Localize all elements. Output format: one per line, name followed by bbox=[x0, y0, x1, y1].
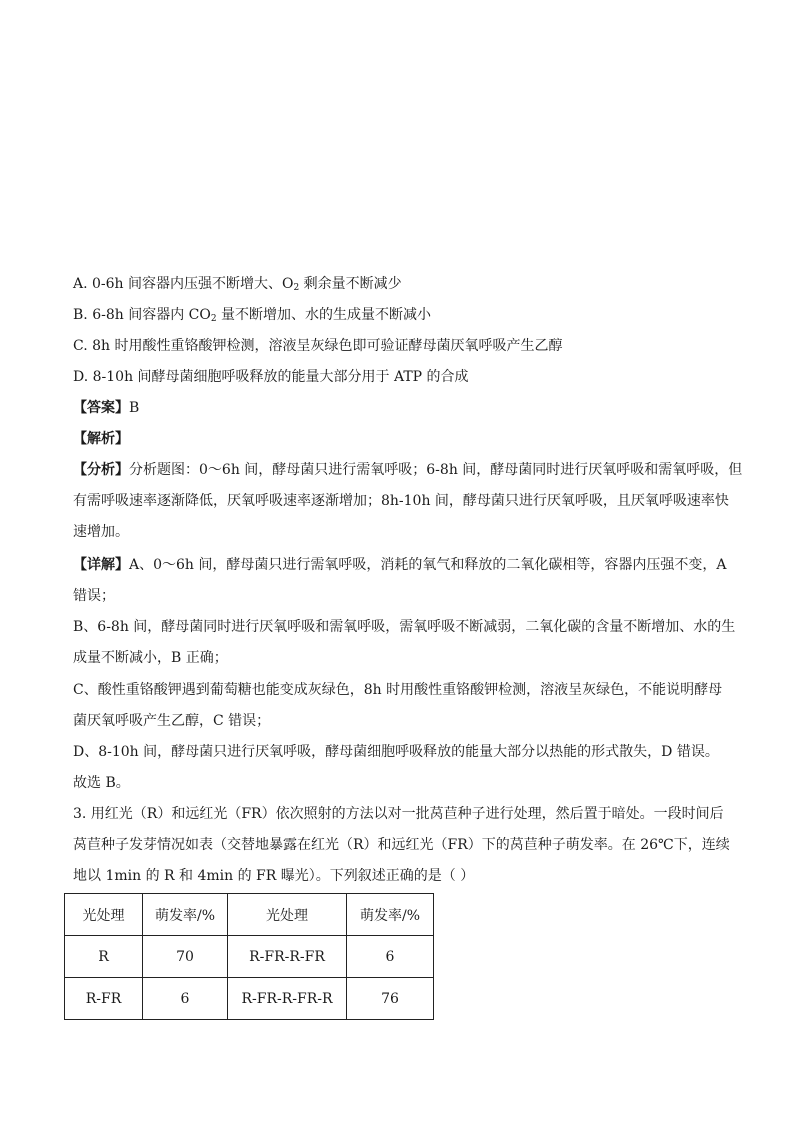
table-row bbox=[65, 978, 434, 1020]
xiangjie-line-c1: C、酸性重铬酸钾遇到葡萄糖也能变成灰绿色，8h 时用酸性重铬酸钾检测，溶液呈灰绿色，不能说明酵母 bbox=[73, 682, 723, 698]
xiangjie-line-c2: 菌厌氧呼吸产生乙醇，C 错误； bbox=[73, 713, 271, 729]
table-cell: R bbox=[65, 936, 143, 978]
xiangjie-line-a1: 【详解】A、0～6h 间，酵母菌只进行需氧呼吸，消耗的氧气和释放的二氧化碳相等，容器内压强不变，A bbox=[73, 557, 727, 573]
option-a: A. 0-6h 间容器内压强不断增大、$O_2$ 剩余量不断减少 bbox=[73, 276, 402, 293]
table-header-cell: 光处理 bbox=[65, 894, 143, 936]
answer-tag: 【答案】 bbox=[73, 400, 129, 416]
question3-line-3: 地以 1min 的 R 和 4min 的 FR 曝光）。下列叙述正确的是（ ） bbox=[73, 868, 475, 884]
fenxi-line-1: 【分析】分析题图：0～6h 间，酵母菌只进行需氧呼吸；6-8h 间，酵母菌同时进行厌氧呼吸和需氧呼吸，但 bbox=[73, 462, 743, 478]
table-header-row bbox=[65, 894, 434, 936]
xiangjie-line-b2: 成量不断减小，B 正确； bbox=[73, 650, 228, 666]
table-cell: 70 bbox=[143, 936, 228, 978]
table-cell: 6 bbox=[347, 936, 434, 978]
option-c: C. 8h 时用酸性重铬酸钾检测，溶液呈灰绿色即可验证酵母菌厌氧呼吸产生乙醇 bbox=[73, 338, 563, 354]
option-d: D. 8-10h 间酵母菌细胞呼吸释放的能量大部分用于 ATP 的合成 bbox=[73, 369, 469, 385]
answer-line bbox=[73, 398, 139, 418]
fenxi-line-2: 有需呼吸速率逐渐降低，厌氧呼吸速率逐渐增加；8h-10h 间，酵母菌只进行厌氧呼吸，且厌氧呼吸速率快 bbox=[73, 493, 729, 509]
table-cell: R-FR-R-FR bbox=[228, 936, 347, 978]
question3-line-1: 3. 用红光（R）和远红光（FR）依次照射的方法以对一批莴苣种子进行处理，然后置于暗处。一段时间后 bbox=[73, 806, 724, 822]
question3-line-2: 莴苣种子发芽情况如表（交替地暴露在红光（R）和远红光（FR）下的莴苣种子萌发率。在 26℃下，连续 bbox=[73, 837, 730, 853]
table-cell: R-FR-R-FR-R bbox=[228, 978, 347, 1020]
table-cell: 6 bbox=[143, 978, 228, 1020]
table-cell: R-FR bbox=[65, 978, 143, 1020]
fenxi-line-3: 速增加。 bbox=[73, 524, 129, 540]
analysis-tag: 【解析】 bbox=[73, 431, 129, 447]
germination-table bbox=[64, 893, 434, 1020]
conclusion-line: 故选 B。 bbox=[73, 775, 130, 791]
table-header-cell: 萌发率/% bbox=[347, 894, 434, 936]
table-row bbox=[65, 936, 434, 978]
xiangjie-tag: 【详解】 bbox=[73, 557, 129, 573]
table-header-cell: 萌发率/% bbox=[143, 894, 228, 936]
xiangjie-line-d1: D、8-10h 间，酵母菌只进行厌氧呼吸，酵母菌细胞呼吸释放的能量大部分以热能的形式散失，D 错误。 bbox=[73, 744, 719, 760]
xiangjie-line-a2: 错误； bbox=[73, 588, 115, 604]
option-b: B. 6-8h 间容器内 $CO_2$ 量不断增加、水的生成量不断减小 bbox=[73, 307, 432, 324]
xiangjie-line-b1: B、6-8h 间，酵母菌同时进行厌氧呼吸和需氧呼吸，需氧呼吸不断减弱，二氧化碳的含量不断增加、水的生 bbox=[73, 619, 736, 635]
table-cell: 76 bbox=[347, 978, 434, 1020]
fenxi-tag: 【分析】 bbox=[73, 462, 129, 478]
answer-value: B bbox=[129, 400, 140, 416]
table-header-cell: 光处理 bbox=[228, 894, 347, 936]
